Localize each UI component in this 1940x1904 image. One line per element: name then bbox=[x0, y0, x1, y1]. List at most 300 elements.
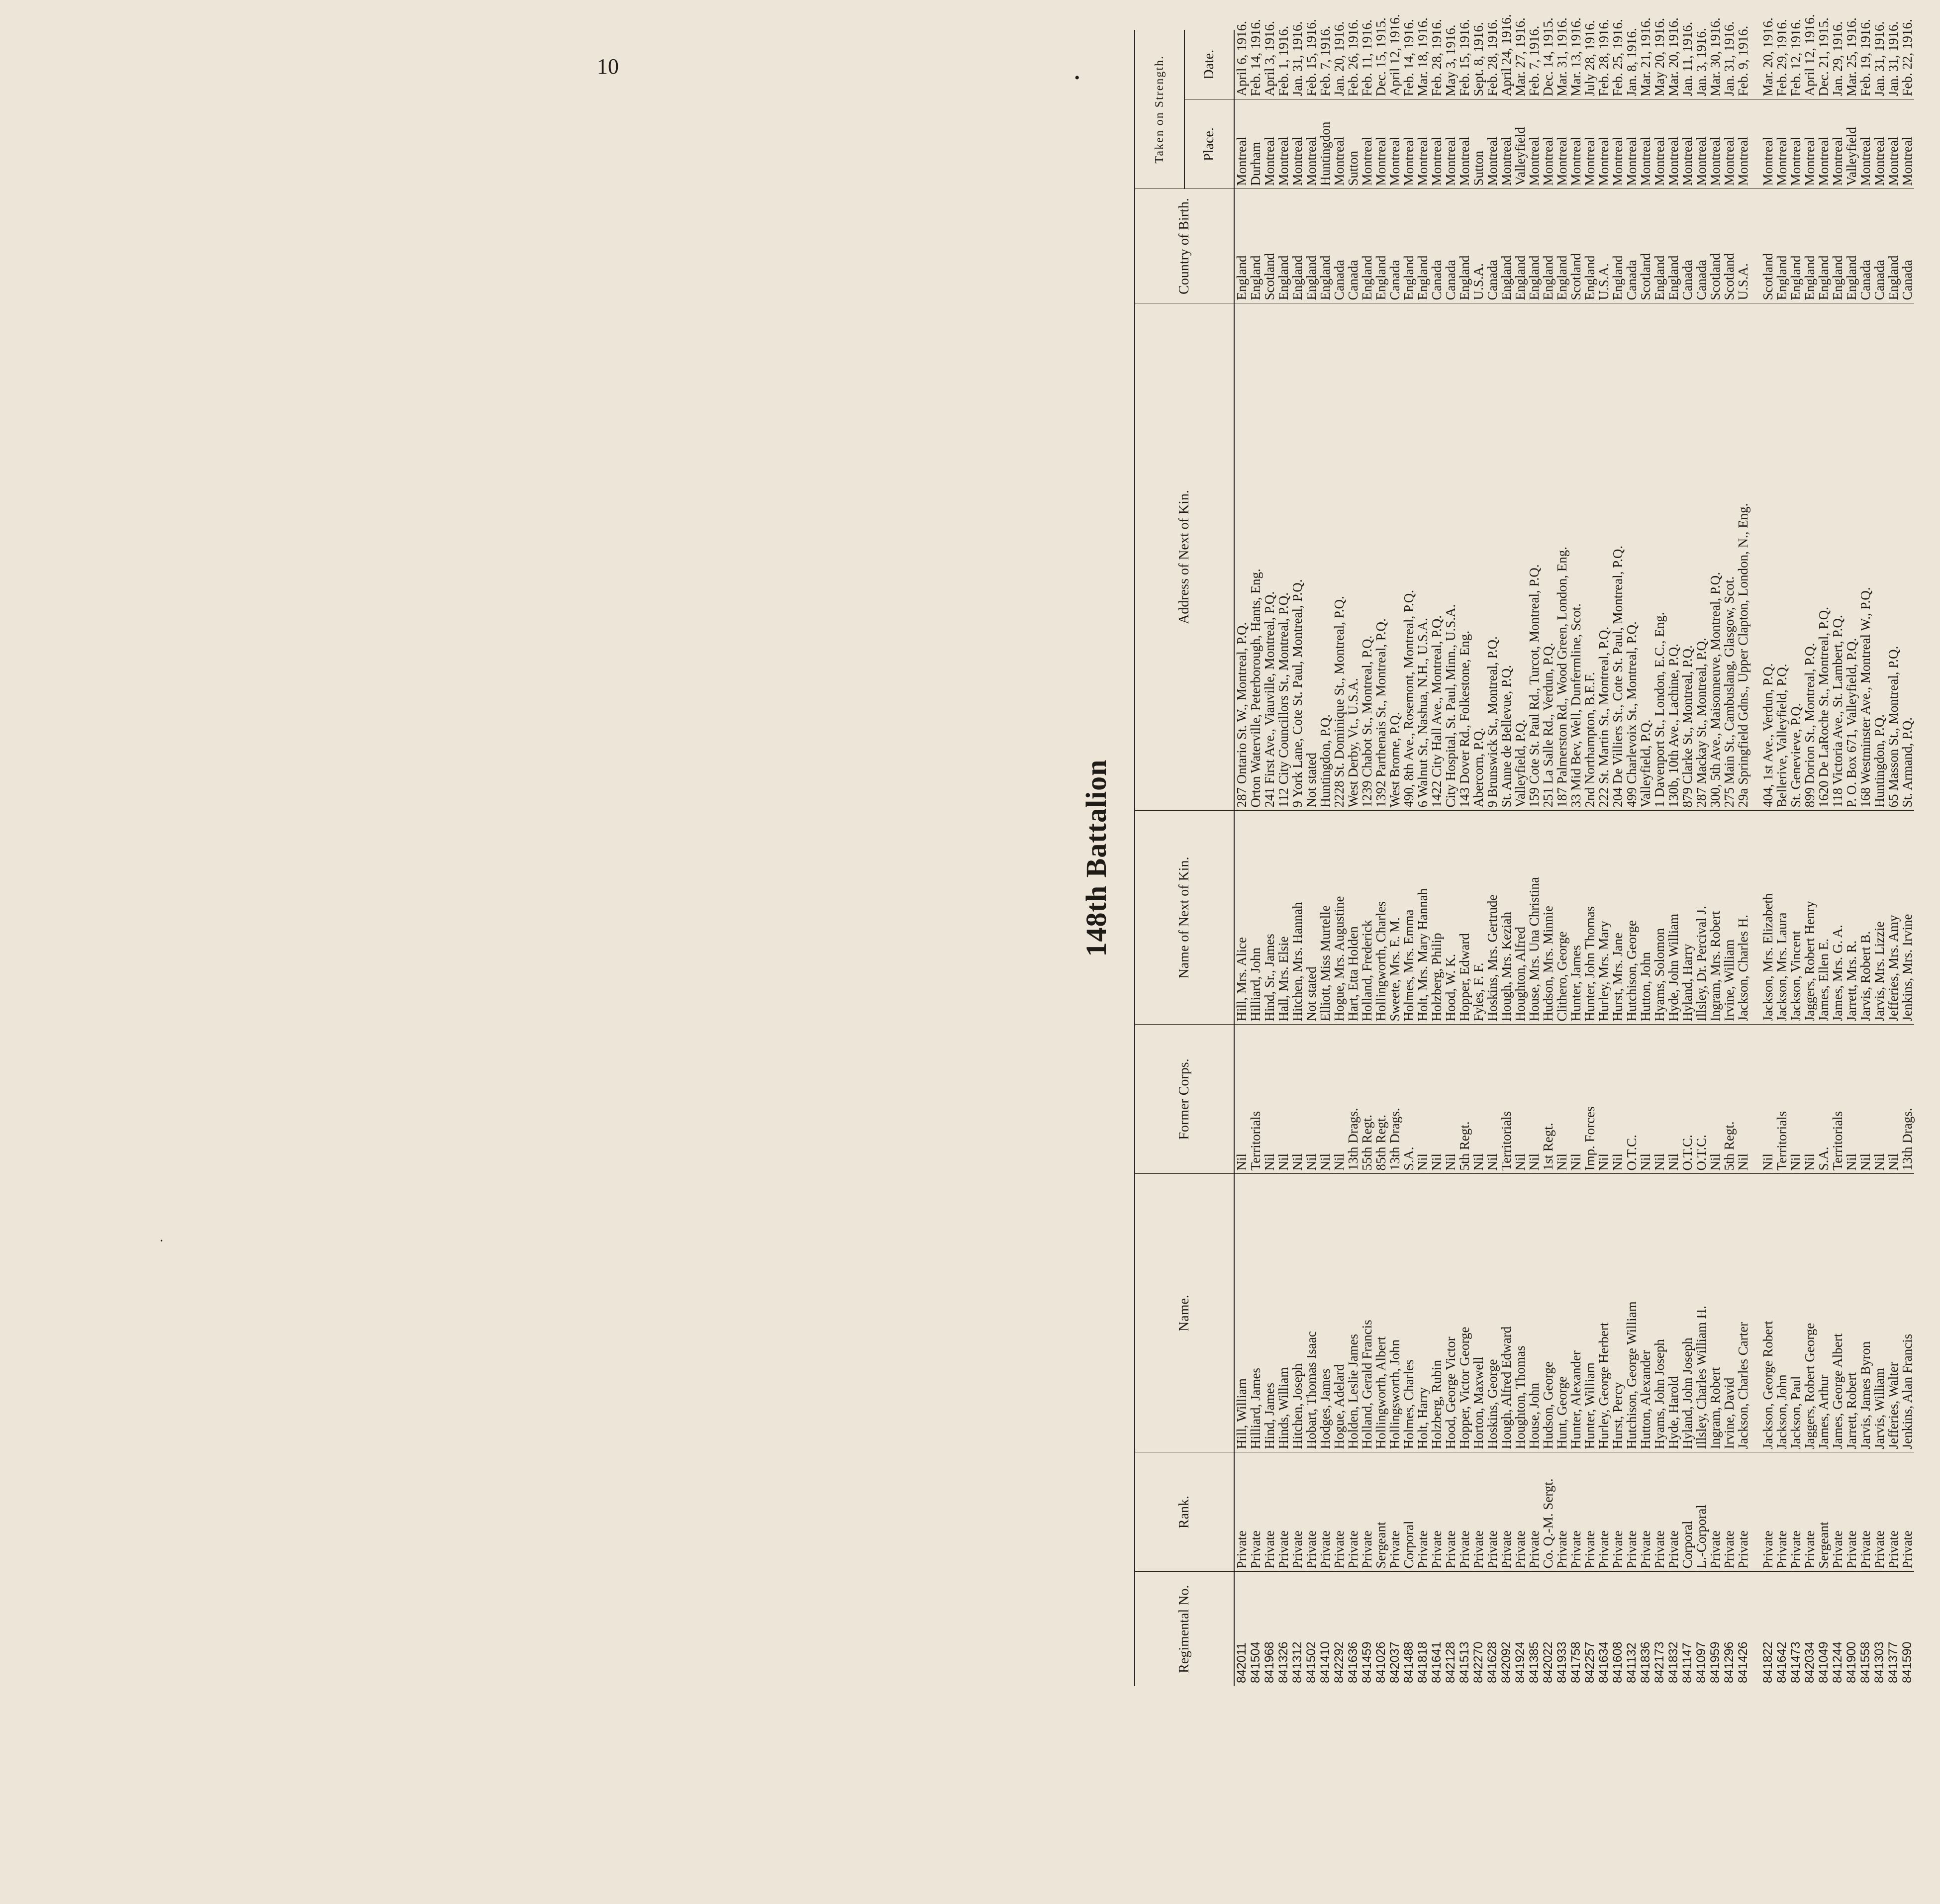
country-of-birth-cell: Canada bbox=[1430, 189, 1444, 303]
place-cell: Montreal bbox=[1360, 99, 1374, 189]
country-of-birth-cell: England bbox=[1666, 189, 1680, 303]
rank-cell: Private bbox=[1886, 1452, 1900, 1572]
rank-cell: Private bbox=[1262, 1452, 1276, 1572]
name-cell: Holmes, Charles bbox=[1402, 1174, 1416, 1452]
table-row bbox=[1262, 30, 1276, 1686]
table-row bbox=[1722, 30, 1736, 1686]
country-of-birth-cell: U.S.A. bbox=[1736, 189, 1750, 303]
next-of-kin-address-cell: St. Armand, P.Q. bbox=[1900, 303, 1914, 811]
rank-cell: Private bbox=[1639, 1452, 1652, 1572]
date-cell: Feb. 29, 1916. bbox=[1774, 19, 1789, 96]
next-of-kin-address-cell: St. Genevieve, P.Q. bbox=[1789, 303, 1803, 811]
table-row bbox=[1708, 30, 1722, 1686]
next-of-kin-name-cell: Jenkins, Mrs. Irvine bbox=[1900, 811, 1914, 1025]
former-corps-cell: Nil bbox=[1569, 1025, 1583, 1174]
place-cell: Montreal bbox=[1234, 99, 1249, 189]
former-corps-cell: Nil bbox=[1886, 1025, 1900, 1174]
table-row bbox=[1639, 30, 1652, 1686]
country-of-birth-cell: England bbox=[1886, 189, 1900, 303]
former-corps-cell: 13th Drags. bbox=[1346, 1025, 1360, 1174]
next-of-kin-name-cell: Irvine, William bbox=[1722, 811, 1736, 1025]
next-of-kin-address-cell: 1422 City Hall Ave., Montreal, P.Q. bbox=[1430, 303, 1444, 811]
former-corps-cell: Imp. Forces bbox=[1583, 1025, 1597, 1174]
name-cell: Hind, James bbox=[1262, 1174, 1276, 1452]
regimental-no-cell: 841590 bbox=[1900, 1572, 1914, 1686]
place-cell: Montreal bbox=[1775, 99, 1789, 189]
rank-cell: Private bbox=[1597, 1452, 1611, 1572]
former-corps-cell: Nil bbox=[1611, 1025, 1625, 1174]
name-cell: Hoskins, George bbox=[1485, 1174, 1499, 1452]
rank-cell: Private bbox=[1304, 1452, 1318, 1572]
country-of-birth-cell: England bbox=[1844, 189, 1858, 303]
next-of-kin-address-cell: 2nd Northampton, B.E.F. bbox=[1583, 303, 1597, 811]
name-cell: House, John bbox=[1527, 1174, 1541, 1452]
next-of-kin-name-cell: Fyles, F. F. bbox=[1471, 811, 1485, 1025]
name-cell: Holt, Harry bbox=[1416, 1174, 1430, 1452]
place-cell: Montreal bbox=[1527, 99, 1541, 189]
name-cell: Hopper, Victor George bbox=[1457, 1174, 1471, 1452]
regimental-no-cell: 842270 bbox=[1471, 1572, 1485, 1686]
former-corps-cell: Nil bbox=[1858, 1025, 1872, 1174]
rank-cell: Private bbox=[1499, 1452, 1513, 1572]
rank-cell: Private bbox=[1872, 1452, 1886, 1572]
next-of-kin-address-cell: 187 Palmerston Rd., Wood Green, London, Eng. bbox=[1555, 303, 1569, 811]
regimental-no-cell: 841924 bbox=[1513, 1572, 1527, 1686]
name-cell: Hunt, George bbox=[1555, 1174, 1569, 1452]
next-of-kin-address-cell: 9 York Lane, Cote St. Paul, Montreal, P.Q. bbox=[1290, 303, 1304, 811]
regimental-no-cell: 841832 bbox=[1666, 1572, 1680, 1686]
table-row bbox=[1569, 30, 1583, 1686]
date-cell: Feb. 12, 1916. bbox=[1788, 19, 1803, 96]
next-of-kin-name-cell: Jackson, Mrs. Laura bbox=[1775, 811, 1789, 1025]
next-of-kin-address-cell: 499 Charlevoix St., Montreal, P.Q. bbox=[1625, 303, 1639, 811]
place-cell: Montreal bbox=[1722, 99, 1736, 189]
former-corps-cell: Nil bbox=[1708, 1025, 1722, 1174]
place-cell: Montreal bbox=[1290, 99, 1304, 189]
next-of-kin-name-cell: Hind, Sr., James bbox=[1262, 811, 1276, 1025]
date-cell: Feb. 28, 1916. bbox=[1596, 19, 1611, 96]
place-cell: Montreal bbox=[1276, 99, 1290, 189]
next-of-kin-address-cell: 143 Dover Rd., Folkestone, Eng. bbox=[1457, 303, 1471, 811]
table-row bbox=[1402, 30, 1416, 1686]
table-body bbox=[1234, 14, 1915, 1686]
country-of-birth-cell: England bbox=[1611, 189, 1625, 303]
rank-cell: Private bbox=[1625, 1452, 1639, 1572]
place-cell: Montreal bbox=[1652, 99, 1666, 189]
table-row bbox=[1625, 30, 1639, 1686]
place-cell: Montreal bbox=[1444, 99, 1457, 189]
regimental-no-cell: 841900 bbox=[1844, 1572, 1858, 1686]
name-cell: Hunter, William bbox=[1583, 1174, 1597, 1452]
next-of-kin-name-cell: Hogue, Mrs. Augustine bbox=[1332, 811, 1346, 1025]
next-of-kin-name-cell: Hudson, Mrs. Minnie bbox=[1541, 811, 1555, 1025]
next-of-kin-name-cell: Jarvis, Robert B. bbox=[1858, 811, 1872, 1025]
regimental-no-cell: 841326 bbox=[1276, 1572, 1290, 1686]
former-corps-cell: 13th Drags. bbox=[1900, 1025, 1914, 1174]
place-cell: Montreal bbox=[1499, 99, 1513, 189]
country-of-birth-cell: England bbox=[1249, 189, 1262, 303]
place-cell: Montreal bbox=[1789, 99, 1803, 189]
next-of-kin-address-cell: 404, 1st Ave., Verdun, P.Q. bbox=[1761, 303, 1775, 811]
next-of-kin-address-cell: Valleyfield, P.Q. bbox=[1513, 303, 1527, 811]
table-row bbox=[1886, 30, 1900, 1686]
rank-cell: Private bbox=[1722, 1452, 1736, 1572]
table-row bbox=[1597, 30, 1611, 1686]
rank-cell: Private bbox=[1416, 1452, 1430, 1572]
place-cell: Montreal bbox=[1611, 99, 1625, 189]
place-cell: Montreal bbox=[1872, 99, 1886, 189]
place-cell: Huntingdon bbox=[1318, 99, 1332, 189]
rank-cell: Private bbox=[1844, 1452, 1858, 1572]
table-row bbox=[1374, 30, 1388, 1686]
date-cell: Dec. 15, 1915. bbox=[1373, 17, 1388, 96]
country-of-birth-cell: England bbox=[1527, 189, 1541, 303]
header-name-of-next-of-kin: Name of Next of Kin. bbox=[1135, 811, 1234, 1025]
former-corps-cell: Territorials bbox=[1249, 1025, 1262, 1174]
former-corps-cell: Territorials bbox=[1775, 1025, 1789, 1174]
place-cell: Montreal bbox=[1555, 99, 1569, 189]
place-cell: Montreal bbox=[1817, 99, 1831, 189]
next-of-kin-name-cell: House, Mrs. Una Christina bbox=[1527, 811, 1541, 1025]
former-corps-cell: Nil bbox=[1803, 1025, 1817, 1174]
rank-cell: Private bbox=[1444, 1452, 1457, 1572]
place-cell: Valleyfield bbox=[1513, 99, 1527, 189]
former-corps-cell: Nil bbox=[1416, 1025, 1430, 1174]
date-cell: Feb. 25, 1916. bbox=[1610, 19, 1625, 96]
next-of-kin-name-cell: Jackson, Charles H. bbox=[1736, 811, 1750, 1025]
name-cell: Holden, Leslie James bbox=[1346, 1174, 1360, 1452]
place-cell: Montreal bbox=[1569, 99, 1583, 189]
next-of-kin-name-cell: Hyland, Harry bbox=[1680, 811, 1694, 1025]
next-of-kin-address-cell: 130b, 10th Ave., Lachine, P.Q. bbox=[1666, 303, 1680, 811]
regimental-no-cell: 842292 bbox=[1332, 1572, 1346, 1686]
rank-cell: Sergeant bbox=[1374, 1452, 1388, 1572]
date-cell: Mar. 25, 1916. bbox=[1844, 17, 1859, 96]
next-of-kin-name-cell: Jarvis, Mrs. Lizzie bbox=[1872, 811, 1886, 1025]
header-date: Date. bbox=[1184, 30, 1234, 99]
regimental-no-cell: 841426 bbox=[1736, 1572, 1750, 1686]
regimental-no-cell: 841473 bbox=[1789, 1572, 1803, 1686]
name-cell: Hitchen, Joseph bbox=[1290, 1174, 1304, 1452]
date-cell: April 12, 1916. bbox=[1387, 14, 1402, 96]
country-of-birth-cell: Canada bbox=[1900, 189, 1914, 303]
next-of-kin-address-cell: 222 St. Martin St., Montreal, P.Q. bbox=[1597, 303, 1611, 811]
name-cell: Hudson, George bbox=[1541, 1174, 1555, 1452]
former-corps-cell: Nil bbox=[1485, 1025, 1499, 1174]
spacer-cell bbox=[1750, 1174, 1761, 1452]
country-of-birth-cell: Canada bbox=[1485, 189, 1499, 303]
former-corps-cell: S.A. bbox=[1817, 1025, 1831, 1174]
next-of-kin-address-cell: 287 Mackay St., Montreal, P.Q. bbox=[1694, 303, 1708, 811]
country-of-birth-cell: England bbox=[1831, 189, 1844, 303]
name-cell: Hyde, Harold bbox=[1666, 1174, 1680, 1452]
country-of-birth-cell: England bbox=[1402, 189, 1416, 303]
next-of-kin-address-cell: 241 First Ave., Viauville, Montreal, P.Q. bbox=[1262, 303, 1276, 811]
next-of-kin-name-cell: Jefferies, Mrs. Amy bbox=[1886, 811, 1900, 1025]
name-cell: Jackson, George Robert bbox=[1761, 1174, 1775, 1452]
date-cell: Jan. 31, 1916. bbox=[1290, 21, 1305, 96]
table-row bbox=[1304, 30, 1318, 1686]
next-of-kin-name-cell: Elliott, Miss Murtelle bbox=[1318, 811, 1332, 1025]
country-of-birth-cell: England bbox=[1583, 189, 1597, 303]
regimental-no-cell: 841488 bbox=[1402, 1572, 1416, 1686]
name-cell: Jarvis, James Byron bbox=[1858, 1174, 1872, 1452]
date-cell: Mar. 21, 1916. bbox=[1638, 17, 1653, 96]
date-cell: Feb. 7, 1916. bbox=[1527, 25, 1542, 96]
country-of-birth-cell: England bbox=[1555, 189, 1569, 303]
next-of-kin-name-cell: Jackson, Vincent bbox=[1789, 811, 1803, 1025]
rank-cell: Private bbox=[1831, 1452, 1844, 1572]
date-cell: Feb. 19, 1916. bbox=[1858, 19, 1873, 96]
name-cell: Jaggers, Robert George bbox=[1803, 1174, 1817, 1452]
rank-cell: Private bbox=[1789, 1452, 1803, 1572]
rank-cell: Private bbox=[1555, 1452, 1569, 1572]
rank-cell: Private bbox=[1360, 1452, 1374, 1572]
table-row bbox=[1775, 30, 1789, 1686]
spacer-cell bbox=[1750, 303, 1761, 811]
name-cell: Hinds, William bbox=[1276, 1174, 1290, 1452]
country-of-birth-cell: England bbox=[1789, 189, 1803, 303]
next-of-kin-name-cell: Hough, Mrs. Keziah bbox=[1499, 811, 1513, 1025]
former-corps-cell: Nil bbox=[1304, 1025, 1318, 1174]
rank-cell: Private bbox=[1900, 1452, 1914, 1572]
regimental-no-cell: 841097 bbox=[1694, 1572, 1708, 1686]
regimental-no-cell: 842128 bbox=[1444, 1572, 1457, 1686]
date-cell: Feb. 14, 1916. bbox=[1401, 19, 1416, 96]
table-row bbox=[1666, 30, 1680, 1686]
spacer-cell bbox=[1750, 1025, 1761, 1174]
spacer-cell bbox=[1750, 1572, 1761, 1686]
regimental-no-cell: 841608 bbox=[1611, 1572, 1625, 1686]
country-of-birth-cell: England bbox=[1457, 189, 1471, 303]
next-of-kin-address-cell: Orton Waterville, Peterborough, Hants, Eng. bbox=[1249, 303, 1262, 811]
rank-cell: Private bbox=[1430, 1452, 1444, 1572]
place-cell: Montreal bbox=[1304, 99, 1318, 189]
former-corps-cell: Nil bbox=[1736, 1025, 1750, 1174]
place-cell: Montreal bbox=[1886, 99, 1900, 189]
former-corps-cell: S.A. bbox=[1402, 1025, 1416, 1174]
table-row bbox=[1844, 30, 1858, 1686]
date-cell: Jan. 29, 1916. bbox=[1830, 21, 1845, 96]
next-of-kin-address-cell: 1239 Chabot St., Montreal, P.Q. bbox=[1360, 303, 1374, 811]
nominal-roll-table bbox=[1134, 14, 1915, 1686]
spacer-cell bbox=[1750, 30, 1761, 99]
place-cell: Sutton bbox=[1346, 99, 1360, 189]
next-of-kin-name-cell: Hurst, Mrs. Jane bbox=[1611, 811, 1625, 1025]
date-cell: Feb. 26, 1916. bbox=[1346, 19, 1360, 96]
regimental-no-cell: 841049 bbox=[1817, 1572, 1831, 1686]
next-of-kin-name-cell: Hunter, James bbox=[1569, 811, 1583, 1025]
date-cell: April 3, 1916. bbox=[1262, 21, 1277, 96]
rank-cell: Private bbox=[1290, 1452, 1304, 1572]
next-of-kin-name-cell: Hilliard, John bbox=[1249, 811, 1262, 1025]
place-cell: Montreal bbox=[1639, 99, 1652, 189]
next-of-kin-name-cell: Hurley, Mrs. Mary bbox=[1597, 811, 1611, 1025]
rank-cell: Private bbox=[1569, 1452, 1583, 1572]
country-of-birth-cell: England bbox=[1416, 189, 1430, 303]
former-corps-cell: 13th Drags. bbox=[1388, 1025, 1402, 1174]
header-country-of-birth: Country of Birth. bbox=[1135, 189, 1234, 303]
header-rank: Rank. bbox=[1135, 1452, 1234, 1572]
name-cell: Houghton, Thomas bbox=[1513, 1174, 1527, 1452]
country-of-birth-cell: England bbox=[1775, 189, 1789, 303]
country-of-birth-cell: England bbox=[1817, 189, 1831, 303]
date-cell: Sept. 8, 1916. bbox=[1471, 22, 1486, 96]
next-of-kin-address-cell: 300, 5th Ave., Maisonneuve, Montreal, P.Q. bbox=[1708, 303, 1722, 811]
date-cell: Jan. 8, 1916. bbox=[1624, 28, 1639, 96]
next-of-kin-name-cell: Holt, Mrs. Mary Hannah bbox=[1416, 811, 1430, 1025]
regimental-no-cell: 841836 bbox=[1639, 1572, 1652, 1686]
former-corps-cell: Nil bbox=[1527, 1025, 1541, 1174]
name-cell: Jackson, Paul bbox=[1789, 1174, 1803, 1452]
next-of-kin-address-cell: 29a Springfield Gdns., Upper Clapton, London, N., Eng. bbox=[1736, 303, 1750, 811]
date-cell: Feb. 22, 1916. bbox=[1900, 19, 1915, 96]
date-cell: Mar. 20, 1916. bbox=[1760, 17, 1775, 96]
table-row bbox=[1694, 30, 1708, 1686]
table-row bbox=[1817, 30, 1831, 1686]
table-row bbox=[1789, 30, 1803, 1686]
next-of-kin-name-cell: Hill, Mrs. Alice bbox=[1234, 811, 1249, 1025]
spacer-cell bbox=[1750, 811, 1761, 1025]
date-cell: Feb. 14, 1916. bbox=[1248, 19, 1263, 96]
next-of-kin-name-cell: Hitchen, Mrs. Hannah bbox=[1290, 811, 1304, 1025]
next-of-kin-address-cell: 118 Victoria Ave., St. Lambert, P.Q. bbox=[1831, 303, 1844, 811]
date-cell: Jan. 31, 1916. bbox=[1722, 21, 1737, 96]
former-corps-cell: Nil bbox=[1639, 1025, 1652, 1174]
next-of-kin-name-cell: Holzberg, Philip bbox=[1430, 811, 1444, 1025]
former-corps-cell: O.T.C. bbox=[1625, 1025, 1639, 1174]
date-cell: Dec. 21, 1915. bbox=[1816, 17, 1831, 96]
date-cell: Feb. 28, 1916. bbox=[1485, 19, 1500, 96]
rank-cell: Private bbox=[1346, 1452, 1360, 1572]
regimental-no-cell: 842034 bbox=[1803, 1572, 1817, 1686]
rank-cell: Private bbox=[1457, 1452, 1471, 1572]
place-cell: Sutton bbox=[1471, 99, 1485, 189]
country-of-birth-cell: England bbox=[1304, 189, 1318, 303]
date-cell: Feb. 9, 1916. bbox=[1736, 25, 1750, 96]
rank-cell: Co. Q.-M. Sergt. bbox=[1541, 1452, 1555, 1572]
former-corps-cell: Nil bbox=[1471, 1025, 1485, 1174]
name-cell: Jarvis, William bbox=[1872, 1174, 1886, 1452]
table-row bbox=[1346, 30, 1360, 1686]
regimental-no-cell: 841385 bbox=[1527, 1572, 1541, 1686]
name-cell: Jackson, John bbox=[1775, 1174, 1789, 1452]
former-corps-cell: Nil bbox=[1652, 1025, 1666, 1174]
place-cell: Montreal bbox=[1457, 99, 1471, 189]
table-row bbox=[1611, 30, 1625, 1686]
place-cell: Montreal bbox=[1541, 99, 1555, 189]
next-of-kin-address-cell: 168 Westminster Ave., Montreal W., P.Q. bbox=[1858, 303, 1872, 811]
rank-cell: Private bbox=[1485, 1452, 1499, 1572]
next-of-kin-address-cell: West Derby, Vt., U.S.A. bbox=[1346, 303, 1360, 811]
former-corps-cell: Nil bbox=[1234, 1025, 1249, 1174]
next-of-kin-address-cell: 204 De Villiers St., Cote St. Paul, Montreal, P.Q. bbox=[1611, 303, 1625, 811]
date-cell: April 12, 1916. bbox=[1802, 14, 1817, 96]
next-of-kin-address-cell: 287 Ontario St. W., Montreal, P.Q. bbox=[1234, 303, 1249, 811]
date-cell: Mar. 18, 1916. bbox=[1415, 17, 1430, 96]
name-cell: Hobart, Thomas Isaac bbox=[1304, 1174, 1318, 1452]
rank-cell: Private bbox=[1761, 1452, 1775, 1572]
place-cell: Montreal bbox=[1680, 99, 1694, 189]
regimental-no-cell: 842092 bbox=[1499, 1572, 1513, 1686]
former-corps-cell: Nil bbox=[1872, 1025, 1886, 1174]
regimental-no-cell: 841636 bbox=[1346, 1572, 1360, 1686]
rank-cell: Private bbox=[1666, 1452, 1680, 1572]
country-of-birth-cell: Canada bbox=[1444, 189, 1457, 303]
table-row bbox=[1680, 30, 1694, 1686]
country-of-birth-cell: Scotland bbox=[1639, 189, 1652, 303]
place-cell: Montreal bbox=[1262, 99, 1276, 189]
place-cell: Montreal bbox=[1736, 99, 1750, 189]
place-cell: Montreal bbox=[1597, 99, 1611, 189]
place-cell: Durham bbox=[1249, 99, 1262, 189]
regimental-no-cell: 841642 bbox=[1775, 1572, 1789, 1686]
former-corps-cell: Nil bbox=[1332, 1025, 1346, 1174]
regimental-no-cell: 842011 bbox=[1234, 1572, 1249, 1686]
next-of-kin-name-cell: Holland, Frederick bbox=[1360, 811, 1374, 1025]
table-row bbox=[1249, 30, 1262, 1686]
next-of-kin-name-cell: Hall, Mrs. Elsie bbox=[1276, 811, 1290, 1025]
date-cell: Mar. 30, 1916. bbox=[1708, 17, 1723, 96]
country-of-birth-cell: England bbox=[1318, 189, 1332, 303]
next-of-kin-name-cell: Hutchison, George bbox=[1625, 811, 1639, 1025]
spacer-cell bbox=[1750, 189, 1761, 303]
former-corps-cell: 5th Regt. bbox=[1457, 1025, 1471, 1174]
regimental-no-cell: 841502 bbox=[1304, 1572, 1318, 1686]
country-of-birth-cell: England bbox=[1803, 189, 1817, 303]
date-cell: Mar. 27, 1916. bbox=[1513, 17, 1528, 96]
country-of-birth-cell: Canada bbox=[1858, 189, 1872, 303]
next-of-kin-address-cell: 1 Davenport St., London, E.C., Eng. bbox=[1652, 303, 1666, 811]
table-row bbox=[1858, 30, 1872, 1686]
name-cell: Hood, George Victor bbox=[1444, 1174, 1457, 1452]
table-row bbox=[1318, 30, 1332, 1686]
date-cell: Mar. 20, 1916. bbox=[1666, 17, 1681, 96]
table-row bbox=[1583, 30, 1597, 1686]
header-name: Name. bbox=[1135, 1174, 1234, 1452]
next-of-kin-name-cell: Hutton, John bbox=[1639, 811, 1652, 1025]
regimental-no-cell: 841296 bbox=[1722, 1572, 1736, 1686]
date-cell: Feb. 11, 1916. bbox=[1359, 19, 1374, 96]
next-of-kin-name-cell: Jarrett, Mrs. R. bbox=[1844, 811, 1858, 1025]
spacer-cell bbox=[1750, 99, 1761, 189]
country-of-birth-cell: Scotland bbox=[1262, 189, 1276, 303]
place-cell: Montreal bbox=[1402, 99, 1416, 189]
table-row bbox=[1276, 30, 1290, 1686]
name-cell: Ingram, Robert bbox=[1708, 1174, 1722, 1452]
regimental-no-cell: 841959 bbox=[1708, 1572, 1722, 1686]
former-corps-cell: Nil bbox=[1597, 1025, 1611, 1174]
rank-cell: Private bbox=[1583, 1452, 1597, 1572]
rank-cell: Private bbox=[1775, 1452, 1789, 1572]
regimental-no-cell: 841818 bbox=[1416, 1572, 1430, 1686]
regimental-no-cell: 841641 bbox=[1430, 1572, 1444, 1686]
next-of-kin-address-cell: 6 Walnut St., Nashua, N.H., U.S.A. bbox=[1416, 303, 1430, 811]
regimental-no-cell: 842173 bbox=[1652, 1572, 1666, 1686]
next-of-kin-address-cell: 2228 St. Dominique St., Montreal, P.Q. bbox=[1332, 303, 1346, 811]
date-cell: July 28, 1916. bbox=[1582, 20, 1597, 96]
former-corps-cell: Nil bbox=[1844, 1025, 1858, 1174]
rank-cell: Private bbox=[1471, 1452, 1485, 1572]
former-corps-cell: Nil bbox=[1761, 1025, 1775, 1174]
next-of-kin-address-cell: 33 Mid Bev, Well, Dunfermline, Scot. bbox=[1569, 303, 1583, 811]
rank-cell: Private bbox=[1858, 1452, 1872, 1572]
country-of-birth-cell: Scotland bbox=[1761, 189, 1775, 303]
country-of-birth-cell: England bbox=[1499, 189, 1513, 303]
name-cell: James, Arthur bbox=[1817, 1174, 1831, 1452]
next-of-kin-address-cell: 65 Masson St., Montreal, P.Q. bbox=[1886, 303, 1900, 811]
next-of-kin-address-cell: Valleyfield, P.Q. bbox=[1639, 303, 1652, 811]
